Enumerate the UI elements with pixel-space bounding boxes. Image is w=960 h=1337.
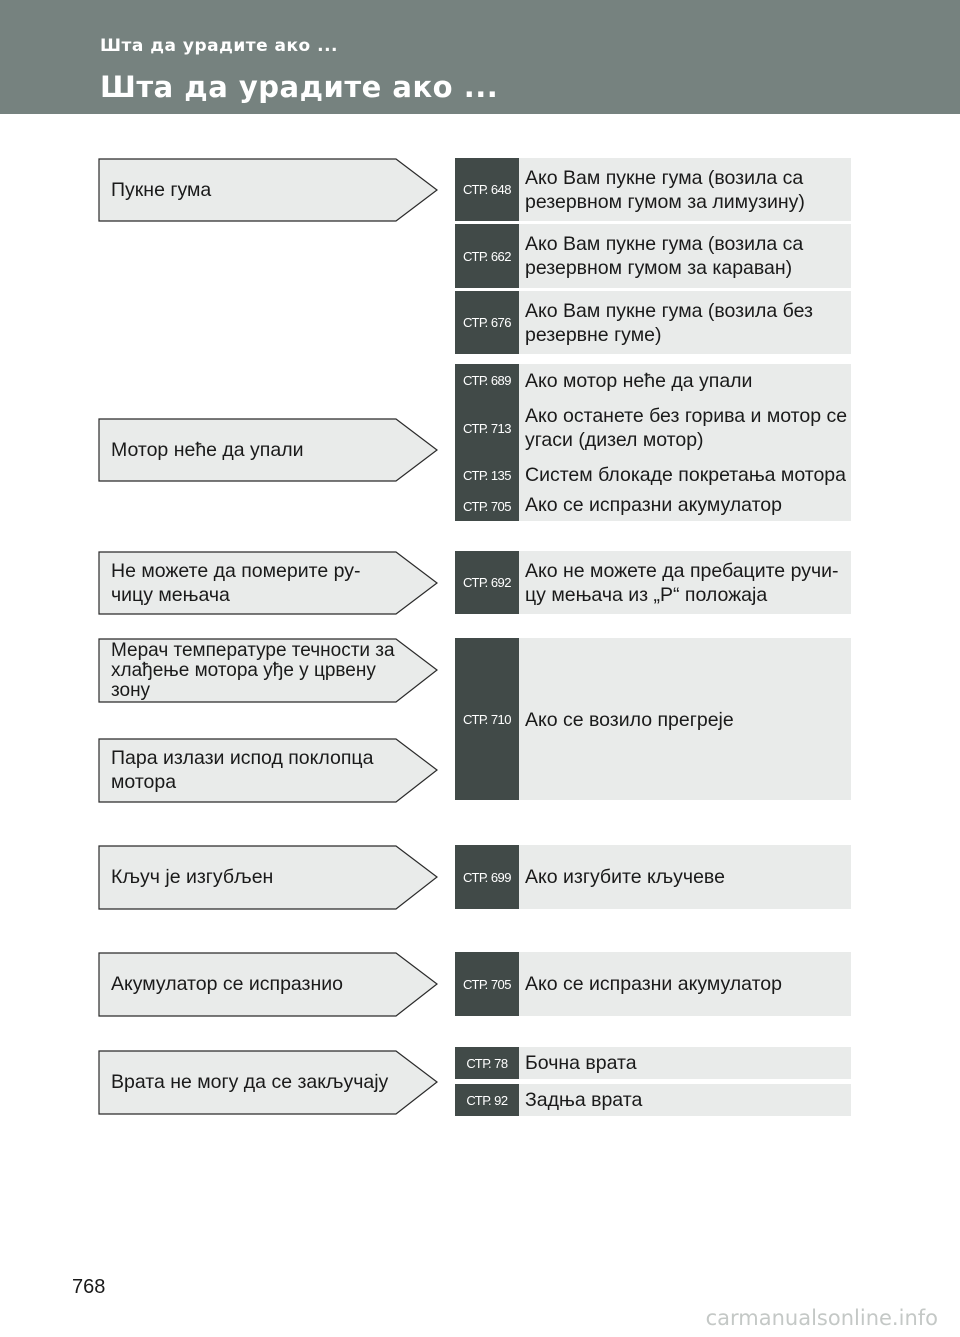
page-ref-135[interactable]: СТР. 135 bbox=[455, 459, 519, 491]
ref-text: Ако се испразни акумулатор bbox=[525, 973, 782, 995]
situation-battery bbox=[98, 952, 438, 1016]
situation-flat-tire bbox=[98, 158, 438, 221]
section-subtitle: Шта да урадите ако ... bbox=[100, 36, 339, 56]
situation-steam bbox=[98, 738, 438, 802]
situation-coolant-temp bbox=[98, 638, 438, 702]
ref-description bbox=[519, 224, 851, 288]
situation-key-lost bbox=[98, 845, 438, 909]
ref-description bbox=[519, 1047, 851, 1079]
situation-text: Не можете да померите ру-чицу мењача bbox=[111, 559, 361, 606]
ref-text: Ако не можете да пребаците ручи-цу мењача из „P“ положаја bbox=[525, 560, 839, 606]
situation-text: Врата не могу да се закључају bbox=[111, 1071, 389, 1093]
page-ref-699[interactable]: СТР. 699 bbox=[455, 845, 519, 909]
ref-text: Ако мотор неће да упали bbox=[525, 370, 753, 392]
ref-description bbox=[519, 291, 851, 354]
ref-description bbox=[519, 1084, 851, 1116]
situation-doors bbox=[98, 1050, 438, 1114]
situation-text: Пара излази испод поклопца мотора bbox=[111, 747, 374, 793]
situation-text: Мерач температуре течности за хлађење мотора уђе у црвену зону bbox=[111, 640, 395, 701]
situation-text: Мотор неће да упали bbox=[111, 438, 304, 461]
ref-text: Систем блокаде покретања мотора bbox=[525, 464, 846, 486]
ref-description-group bbox=[519, 364, 851, 521]
page-ref-713[interactable]: СТР. 713 bbox=[455, 397, 519, 459]
situation-text: Пукне гума bbox=[111, 178, 212, 201]
ref-description bbox=[519, 158, 851, 221]
page-ref-662[interactable]: СТР. 662 bbox=[455, 224, 519, 288]
ref-text: Ако Вам пукне гума (возила без резервне гуме) bbox=[525, 300, 813, 346]
page-number: 768 bbox=[72, 1276, 106, 1298]
watermark: carmanualsonline.info bbox=[705, 1306, 938, 1330]
ref-description bbox=[519, 638, 851, 800]
situation-text: Кључ је изгубљен bbox=[111, 866, 274, 888]
page-ref-676[interactable]: СТР. 676 bbox=[455, 291, 519, 354]
ref-text: Ако Вам пукне гума (возила са резервном гумом за караван) bbox=[525, 233, 804, 279]
ref-text: Ако Вам пукне гума (возила са резервном гумом за лимузину) bbox=[525, 167, 805, 213]
situation-text: Акумулатор се испразнио bbox=[111, 973, 343, 995]
situation-shift-lever bbox=[98, 551, 438, 614]
ref-description bbox=[519, 845, 851, 909]
ref-text: Ако останете без горива и мотор се угаси (дизел мотор) bbox=[525, 405, 848, 451]
page-ref-710[interactable]: СТР. 710 bbox=[455, 638, 519, 800]
page-ref-648[interactable]: СТР. 648 bbox=[455, 158, 519, 221]
ref-description bbox=[519, 551, 851, 614]
page-ref-689[interactable]: СТР. 689 bbox=[455, 364, 519, 397]
page-ref-78[interactable]: СТР. 78 bbox=[455, 1047, 519, 1079]
ref-description bbox=[519, 952, 851, 1016]
page-ref-692[interactable]: СТР. 692 bbox=[455, 551, 519, 614]
ref-text: Ако се возило прегреје bbox=[525, 709, 734, 731]
ref-text: Бочна врата bbox=[525, 1052, 637, 1074]
ref-text: Ако изгубите кључеве bbox=[525, 866, 725, 888]
ref-text: Задња врата bbox=[525, 1089, 643, 1111]
page-ref-705[interactable]: СТР. 705 bbox=[455, 491, 519, 521]
situation-engine-wont-start bbox=[98, 418, 438, 481]
page-ref-705-battery[interactable]: СТР. 705 bbox=[455, 952, 519, 1016]
page-header bbox=[0, 0, 960, 114]
page-title: Шта да урадите ако ... bbox=[100, 70, 499, 104]
ref-text: Ако се испразни акумулатор bbox=[525, 494, 782, 516]
page-ref-92[interactable]: СТР. 92 bbox=[455, 1084, 519, 1116]
